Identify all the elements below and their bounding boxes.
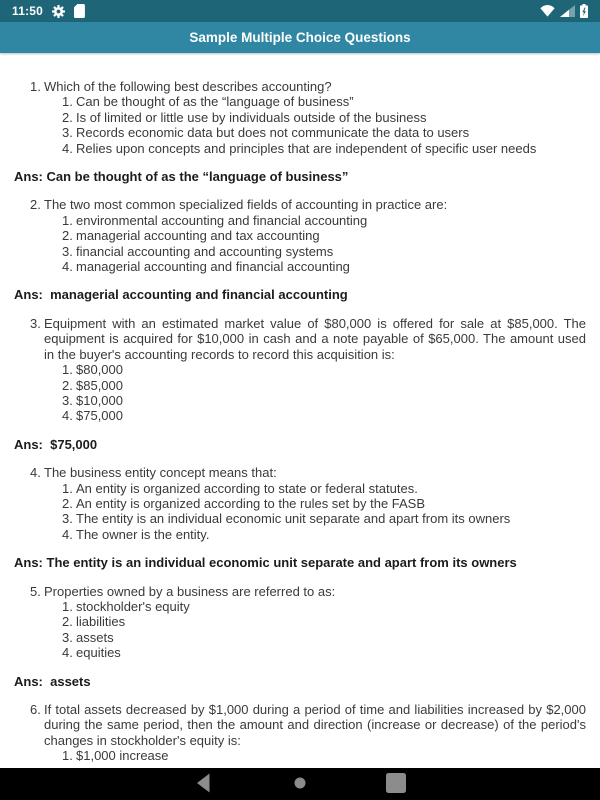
option-row	[62, 614, 586, 629]
options-list	[62, 748, 586, 763]
option-number: 1.	[62, 480, 73, 496]
home-button[interactable]	[252, 768, 348, 800]
option-text: assets	[76, 629, 114, 645]
home-icon	[294, 777, 306, 792]
option-row	[62, 378, 586, 393]
option-text: $75,000	[76, 408, 123, 424]
question-row	[30, 316, 586, 362]
option-number: 3.	[62, 243, 73, 259]
option-number: 2.	[62, 495, 73, 511]
option-row	[62, 408, 586, 423]
option-number: 3.	[62, 629, 73, 645]
option-number: 2.	[62, 377, 73, 393]
wifi-icon	[540, 5, 555, 17]
option-text: equities	[76, 645, 121, 661]
answer-text: Ans: assets	[14, 673, 91, 689]
option-row	[62, 125, 586, 140]
status-bar-left	[12, 4, 85, 18]
question-row	[30, 79, 586, 94]
page-title: Sample Multiple Choice Questions	[189, 30, 411, 45]
options-list	[62, 94, 586, 156]
options-list	[62, 481, 586, 543]
option-row	[62, 244, 586, 259]
recents-button[interactable]	[348, 768, 444, 800]
answer-text: Ans: $75,000	[14, 436, 98, 452]
option-row	[62, 141, 586, 156]
option-row	[62, 481, 586, 496]
option-row	[62, 362, 586, 377]
answer-text: Ans: The entity is an individual economic unit separate and apart from its owners	[14, 555, 517, 571]
option-number: 3.	[62, 125, 73, 141]
settings-icon	[52, 5, 65, 18]
question-block	[14, 197, 586, 274]
option-row	[62, 110, 586, 125]
option-text: environmental accounting and financial accounting	[76, 212, 368, 228]
option-number: 1.	[62, 598, 73, 614]
back-button[interactable]	[156, 768, 252, 800]
question-row	[30, 584, 586, 599]
option-number: 3.	[62, 392, 73, 408]
option-row	[62, 496, 586, 511]
question-row	[30, 197, 586, 212]
question-block	[14, 465, 586, 542]
option-number: 1.	[62, 362, 73, 378]
option-text: Relies upon concepts and principles that are independent of specific user needs	[76, 140, 537, 156]
option-number: 1.	[62, 212, 73, 228]
option-text: The owner is the entity.	[76, 526, 210, 542]
signal-icon	[560, 5, 575, 17]
question-number: 4.	[30, 465, 41, 481]
question-number: 3.	[30, 315, 41, 331]
question-row	[30, 465, 586, 480]
status-bar	[0, 0, 600, 22]
option-text: $1,000 increase	[76, 748, 169, 764]
option-row	[62, 511, 586, 526]
questions-list[interactable]	[0, 53, 600, 768]
option-row	[62, 213, 586, 228]
option-text: Can be thought of as the “language of business”	[76, 94, 354, 110]
option-number: 1.	[62, 748, 73, 764]
option-number: 4.	[62, 526, 73, 542]
question-block	[14, 79, 586, 156]
option-text: managerial accounting and tax accounting	[76, 228, 320, 244]
question-text: If total assets decreased by $1,000 during a period of time and liabilities increased by $2,000 during the same period, then the amount and direction (increase or decrease) of the period's changes in stockholder's equity is:	[44, 702, 586, 748]
option-row	[62, 630, 586, 645]
option-text: $85,000	[76, 377, 123, 393]
option-text: $10,000	[76, 392, 123, 408]
question-number: 5.	[30, 583, 41, 599]
battery-charging-icon	[580, 4, 588, 18]
option-text: An entity is organized according to the rules set by the FASB	[76, 495, 426, 511]
question-number: 2.	[30, 197, 41, 213]
option-text: The entity is an individual economic unit separate and apart from its owners	[76, 511, 511, 527]
app-bar	[0, 22, 600, 53]
answer-text: Ans: managerial accounting and financial accounting	[14, 287, 348, 303]
question-text: Equipment with an estimated market value of $80,000 is offered for sale at $85,000. The equipment is acquired for $10,000 in cash and a note payable of $65,000. The amount used in the buyer's accounting records to record this acquisition is:	[44, 315, 586, 362]
option-number: 4.	[62, 259, 73, 275]
question-text: The business entity concept means that:	[44, 465, 277, 481]
options-list	[62, 599, 586, 661]
option-text: stockholder's equity	[76, 598, 190, 614]
option-number: 3.	[62, 511, 73, 527]
back-icon	[192, 771, 216, 798]
option-text: An entity is organized according to state or federal statutes.	[76, 480, 418, 496]
option-text: liabilities	[76, 614, 126, 630]
option-number: 4.	[62, 408, 73, 424]
question-text: Properties owned by a business are referred to as:	[44, 583, 336, 599]
question-text: The two most common specialized fields of accounting in practice are:	[44, 197, 448, 213]
option-text: Is of limited or little use by individuals outside of the business	[76, 109, 427, 125]
option-row	[62, 748, 586, 763]
option-text: $80,000	[76, 362, 123, 378]
option-number: 1.	[62, 94, 73, 110]
option-row	[62, 228, 586, 243]
option-number: 2.	[62, 109, 73, 125]
sd-card-icon	[74, 4, 85, 18]
option-text: financial accounting and accounting systems	[76, 243, 334, 259]
recents-icon	[385, 772, 407, 797]
question-block	[14, 584, 586, 661]
clock: 11:50	[12, 4, 44, 18]
option-row	[62, 393, 586, 408]
question-text: Which of the following best describes accounting?	[44, 79, 332, 94]
option-number: 2.	[62, 614, 73, 630]
question-block	[14, 702, 586, 764]
answer-text: Ans: Can be thought of as the “language of business”	[14, 169, 349, 185]
options-list	[62, 362, 586, 424]
option-number: 2.	[62, 228, 73, 244]
option-row	[62, 527, 586, 542]
option-number: 4.	[62, 140, 73, 156]
navigation-bar	[0, 768, 600, 800]
option-number: 4.	[62, 645, 73, 661]
option-text: Records economic data but does not communicate the data to users	[76, 125, 470, 141]
option-text: managerial accounting and financial accounting	[76, 259, 350, 275]
option-row	[62, 259, 586, 274]
option-row	[62, 599, 586, 614]
question-block	[14, 316, 586, 424]
option-row	[62, 645, 586, 660]
question-row	[30, 702, 586, 748]
options-list	[62, 213, 586, 275]
option-row	[62, 94, 586, 109]
status-bar-right	[540, 4, 588, 18]
question-number: 6.	[30, 702, 41, 717]
question-number: 1.	[30, 79, 41, 94]
